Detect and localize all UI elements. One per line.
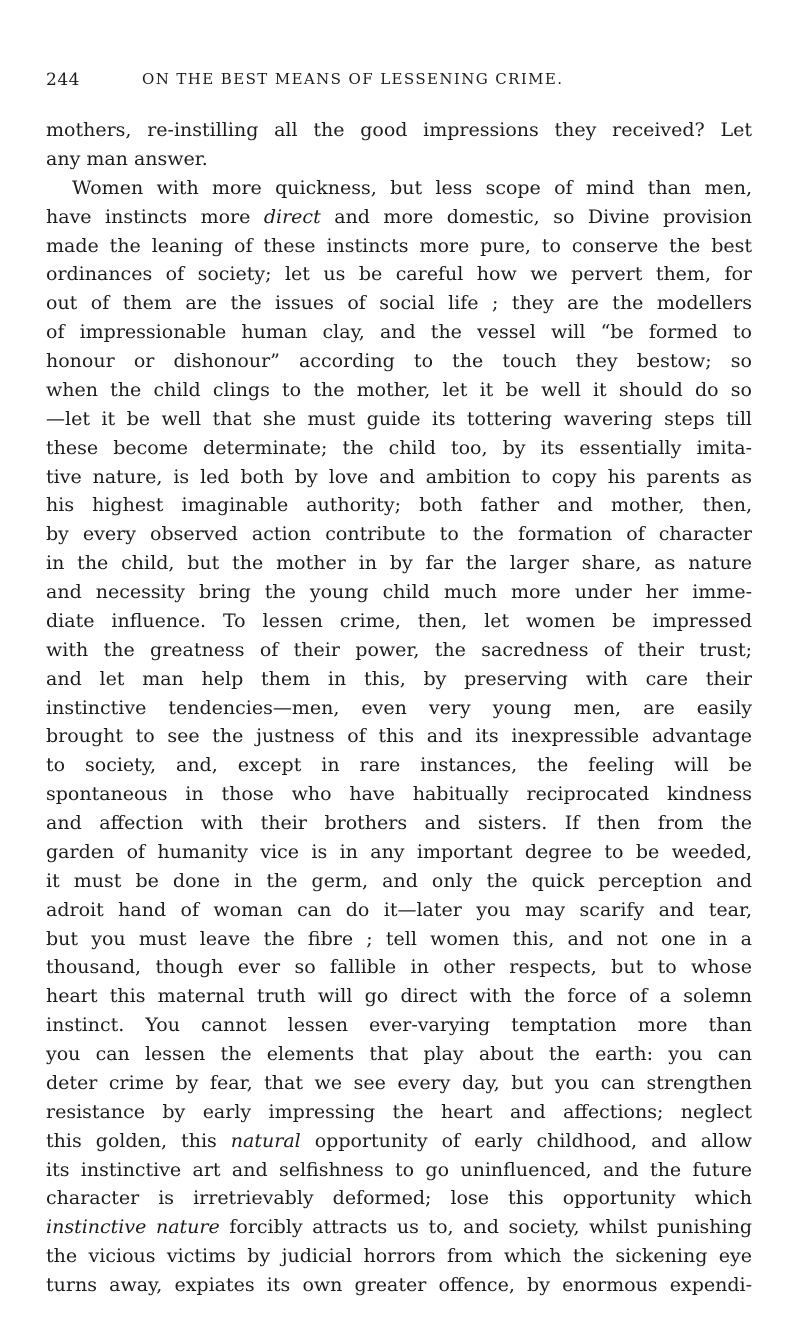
emphasized-text: instinctive nature [46, 1216, 220, 1239]
text-line [46, 1242, 752, 1271]
text-line [46, 116, 752, 145]
line-text: character is irretrievably deformed; lose this opportunity which [46, 1187, 752, 1210]
text-line [46, 405, 752, 434]
line-text: Women with more quickness, but less scope of mind than men, [72, 176, 752, 199]
text-line [46, 607, 752, 636]
text-line [46, 145, 752, 174]
text-line [46, 1069, 752, 1098]
line-text: opportunity of early childhood, and allow [300, 1129, 752, 1152]
text-line [46, 549, 752, 578]
text-line [46, 463, 752, 492]
line-text: these become determinate; the child too, by its essentially imita- [46, 436, 752, 459]
line-text: deter crime by fear, that we see every day, but you can strengthen [46, 1071, 752, 1094]
text-line [46, 1213, 752, 1242]
body-text [46, 116, 752, 1300]
line-text: mothers, re-instilling all the good impressions they received? Let [46, 119, 752, 141]
line-text: but you must leave the fibre ; tell women this, and not one in a [46, 927, 752, 950]
line-text: brought to see the justness of this and its inexpressible advantage [46, 725, 752, 748]
text-line [46, 867, 752, 896]
text-line [46, 174, 752, 203]
text-line [46, 982, 752, 1011]
text-line [46, 694, 752, 723]
line-text: and necessity bring the young child much more under her imme- [46, 581, 752, 603]
text-line [46, 260, 752, 289]
text-line [46, 203, 752, 232]
line-text: garden of humanity vice is in any important degree to be weeded, [46, 840, 752, 863]
line-text: and affection with their brothers and sisters. If then from the [46, 812, 752, 834]
line-text: thousand, though ever so fallible in other respects, but to whose [46, 956, 752, 979]
text-line [46, 1098, 752, 1127]
line-text: you can lessen the elements that play about the earth: you can [46, 1043, 752, 1065]
text-line [46, 1127, 752, 1156]
line-text: heart this maternal truth will go direct with the force of a solemn [46, 985, 752, 1008]
text-line [46, 838, 752, 867]
line-text: to society, and, except in rare instances, the feeling will be [46, 754, 752, 777]
line-text: honour or dishonour” according to the touch they bestow; so [46, 350, 752, 372]
text-line [46, 896, 752, 925]
text-line [46, 1011, 752, 1040]
emphasized-text: direct [263, 205, 321, 228]
line-text: spontaneous in those who have habitually reciprocated kindness [46, 783, 752, 806]
line-text: forcibly attracts us to, and society, whilst punishing [219, 1216, 752, 1239]
line-text: —let it be well that she must guide its tottering wavering steps till [46, 407, 752, 430]
emphasized-text: natural [230, 1129, 301, 1152]
line-text: any man answer. [46, 147, 208, 170]
running-head [46, 70, 755, 96]
text-line [46, 665, 752, 694]
page-number: 244 [46, 70, 80, 90]
text-line [46, 809, 752, 838]
line-text: diate influence. To lessen crime, then, let women be impressed [46, 609, 752, 632]
line-text: tive nature, is led both by love and ambition to copy his parents as [46, 465, 752, 488]
line-text: its instinctive art and selfishness to go uninfluenced, and the future [46, 1158, 752, 1181]
line-text: by every observed action contribute to the formation of character [46, 523, 752, 546]
line-text: it must be done in the germ, and only the quick perception and [46, 869, 752, 892]
text-line [46, 578, 752, 607]
text-line [46, 780, 752, 809]
line-text: made the leaning of these instincts more pure, to conserve the best [46, 234, 752, 257]
text-line [46, 953, 752, 982]
text-line [46, 1040, 752, 1069]
text-line [46, 722, 752, 751]
text-line [46, 636, 752, 665]
line-text: turns away, expiates its own greater offence, by enormous expendi- [46, 1274, 752, 1296]
line-text: and more domestic, so Divine provision [320, 205, 752, 228]
text-line [46, 1156, 752, 1185]
line-text: when the child clings to the mother, let it be well it should do so [46, 378, 752, 401]
text-line [46, 520, 752, 549]
line-text: and let man help them in this, by preserving with care their [46, 667, 752, 690]
line-text: his highest imaginable authority; both father and mother, then, [46, 494, 752, 517]
text-line [46, 376, 752, 405]
line-text: out of them are the issues of social life ; they are the modellers [46, 292, 752, 315]
line-text: instinct. You cannot lessen ever-varying temptation more than [46, 1014, 752, 1037]
line-text: resistance by early impressing the heart and affections; neglect [46, 1100, 752, 1123]
text-line [46, 232, 752, 261]
text-line [46, 1184, 752, 1213]
line-text: ordinances of society; let us be careful how we pervert them, for [46, 263, 752, 286]
text-line [46, 925, 752, 954]
line-text: in the child, but the mother in by far the larger share, as nature [46, 552, 752, 575]
text-line [46, 491, 752, 520]
text-line [46, 434, 752, 463]
line-text: have instincts more [46, 205, 264, 228]
text-line [46, 347, 752, 376]
line-text: with the greatness of their power, the sacredness of their trust; [46, 638, 752, 661]
line-text: adroit hand of woman can do it—later you may scarify and tear, [46, 898, 752, 921]
running-title: ON THE BEST MEANS OF LESSENING CRIME. [142, 70, 564, 88]
line-text: instinctive tendencies—men, even very young men, are easily [46, 696, 752, 719]
text-line [46, 289, 752, 318]
line-text: of impressionable human clay, and the vessel will “be formed to [46, 321, 752, 344]
text-line [46, 318, 752, 347]
text-line [46, 1271, 752, 1300]
line-text: this golden, this [46, 1129, 231, 1152]
line-text: the vicious victims by judicial horrors from which the sickening eye [46, 1245, 752, 1268]
text-line [46, 751, 752, 780]
